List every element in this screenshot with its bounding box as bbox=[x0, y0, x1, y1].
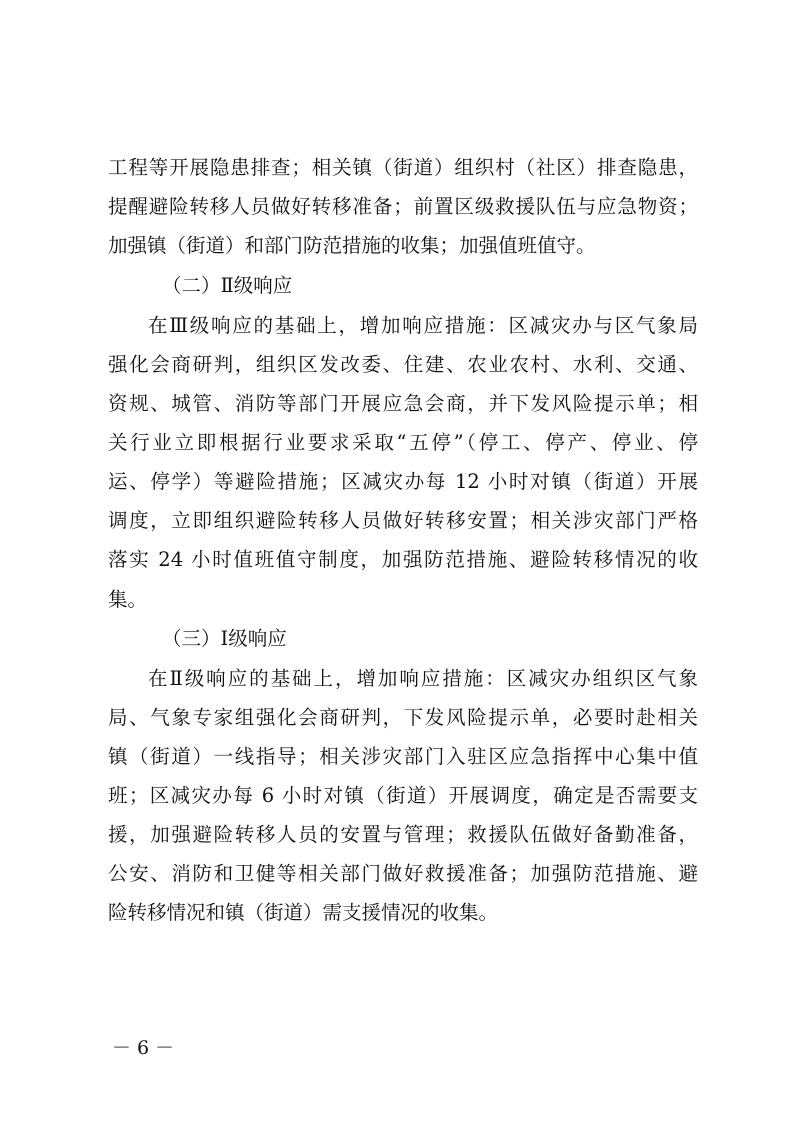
paragraph-3-line-6: 公安、消防和卫健等相关部门做好救援准备；加强防范措施、避 bbox=[108, 862, 698, 885]
paragraph-3-line-2: 局、气象专家组强化会商研判，下发风险提示单，必要时赴相关 bbox=[108, 706, 698, 729]
paragraph-2-line-6: 调度，立即组织避险转移人员做好转移安置；相关涉灾部门严格 bbox=[108, 509, 698, 532]
paragraph-2-line-7: 落实 24 小时值班值守制度，加强防范措施、避险转移情况的收 bbox=[108, 548, 698, 571]
paragraph-2-line-5: 运、停学）等避险措施；区减灾办每 12 小时对镇（街道）开展 bbox=[108, 470, 698, 493]
paragraph-2-line-2: 强化会商研判，组织区发改委、住建、农业农村、水利、交通、 bbox=[108, 353, 698, 376]
paragraph-1-line-3: 加强镇（街道）和部门防范措施的收集；加强值班值守。 bbox=[108, 234, 596, 257]
paragraph-3-line-7: 险转移情况和镇（街道）需支援情况的收集。 bbox=[108, 901, 499, 924]
page-number: － 6 － bbox=[112, 1037, 175, 1059]
paragraph-3-line-4: 班；区减灾办每 6 小时对镇（街道）开展调度，确定是否需要支 bbox=[108, 784, 698, 807]
paragraph-1-line-2: 提醒避险转移人员做好转移准备；前置区级救援队伍与应急物资； bbox=[108, 195, 698, 218]
paragraph-2-line-1: 在Ⅲ级响应的基础上，增加响应措施：区减灾办与区气象局 bbox=[148, 314, 698, 337]
section-heading-level-2: （二）Ⅱ级响应 bbox=[162, 274, 293, 297]
paragraph-2-line-4: 关行业立即根据行业要求采取“五停”（停工、停产、停业、停 bbox=[108, 431, 698, 454]
paragraph-3-line-5: 援，加强避险转移人员的安置与管理；救援队伍做好备勤准备， bbox=[108, 823, 698, 846]
paragraph-1-line-1: 工程等开展隐患排查；相关镇（街道）组织村（社区）排查隐患， bbox=[108, 156, 698, 179]
paragraph-3-line-1: 在Ⅱ级响应的基础上，增加响应措施：区减灾办组织区气象 bbox=[148, 667, 698, 690]
paragraph-2-line-8: 集。 bbox=[108, 588, 148, 611]
section-heading-level-1: （三）Ⅰ级响应 bbox=[162, 627, 287, 650]
paragraph-2-line-3: 资规、城管、消防等部门开展应急会商，并下发风险提示单；相 bbox=[108, 392, 698, 415]
paragraph-3-line-3: 镇（街道）一线指导；相关涉灾部门入驻区应急指挥中心集中值 bbox=[108, 745, 698, 768]
